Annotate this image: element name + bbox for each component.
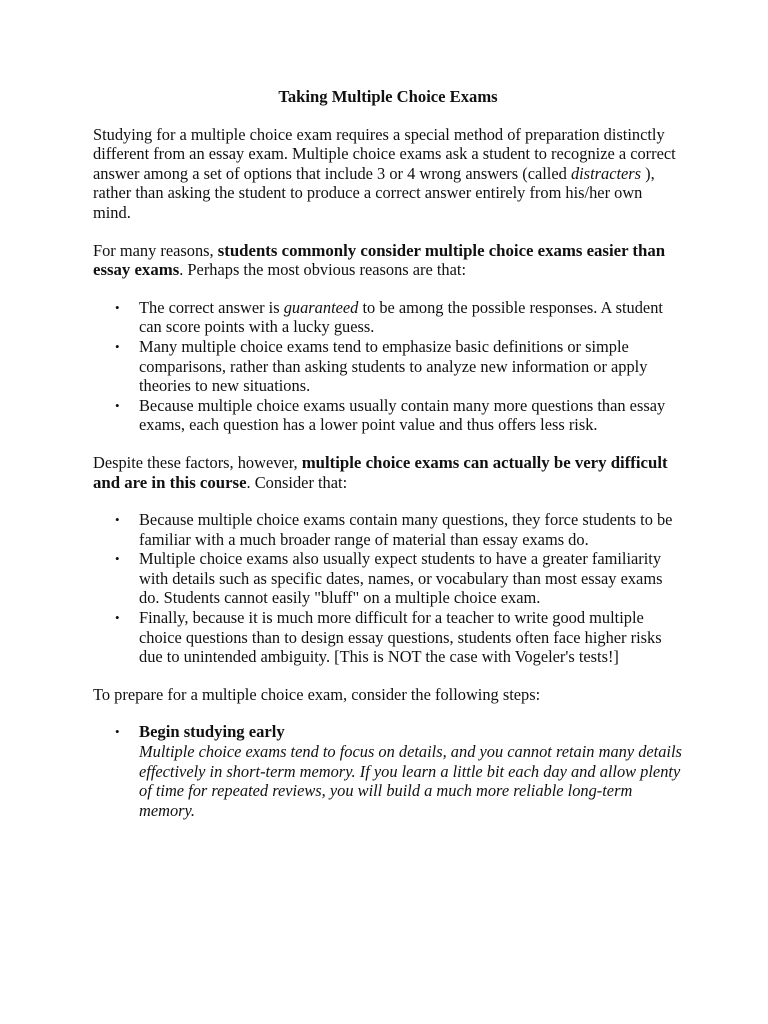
- intro-italic-term: distracters: [570, 163, 642, 183]
- list-item: • Because multiple choice exams usually contain many more questions than essay exams, each question has a lower point value and thus offers less risk.: [93, 396, 683, 435]
- list-item-text: The correct answer is: [139, 297, 284, 317]
- difficult-paragraph: [93, 453, 683, 492]
- intro-text-1: Studying for a multiple choice exam requires a special method of preparation distinctly different from an essay exam. Multiple choice exams ask a student to recognize a correct answer among a set of options that include 3 or 4 wrong answers (called: [93, 124, 676, 183]
- list-item: • Many multiple choice exams tend to emphasize basic definitions or simple comparisons, rather than asking students to analyze new information or apply theories to new situations.: [93, 337, 683, 396]
- document-page: [93, 87, 683, 838]
- list-item-italic: guaranteed: [283, 297, 359, 317]
- intro-text-2: ), rather than asking the student to produce a correct answer entirely from his/her own mind.: [93, 163, 655, 222]
- reasons-lead: For many reasons,: [93, 240, 218, 260]
- list-item: [93, 298, 683, 337]
- steps-list: [93, 722, 683, 820]
- difficult-bold: multiple choice exams can actually be very difficult and are in this course: [93, 452, 668, 492]
- list-item: • Finally, because it is much more difficult for a teacher to write good multiple choice questions than to design essay questions, students often face higher risks due to unintended ambiguity. [This is NOT the case with Vogeler's tests!]: [93, 608, 683, 667]
- difficult-tail: . Consider that:: [246, 472, 348, 492]
- easier-reasons-list: [93, 298, 683, 435]
- page-title: Taking Multiple Choice Exams: [278, 87, 498, 106]
- reasons-bold: students commonly consider multiple choice exams easier than essay exams: [93, 240, 666, 280]
- steps-intro: To prepare for a multiple choice exam, consider the following steps:: [93, 684, 541, 704]
- difficult-lead: Despite these factors, however,: [93, 452, 302, 472]
- intro-paragraph: [93, 125, 683, 223]
- step-description: Multiple choice exams tend to focus on details, and you cannot retain many details effectively in short-term memory. If you learn a little bit each day and allow plenty of time for repeated reviews, you will build a much more reliable long-term memory.: [139, 742, 682, 820]
- step-item: [93, 722, 683, 820]
- list-item: • Because multiple choice exams contain many questions, they force students to be familiar with a much broader range of material than essay exams do.: [93, 510, 683, 549]
- reasons-tail: . Perhaps the most obvious reasons are that:: [179, 260, 467, 280]
- list-item-text: to be among the possible responses. A student can score points with a lucky guess.: [139, 297, 663, 337]
- list-item: • Multiple choice exams also usually expect students to have a greater familiarity with details such as specific dates, names, or vocabulary than most essay exams do. Students cannot easily "bluff" on a multiple choice exam.: [93, 549, 683, 608]
- difficult-reasons-list: [93, 510, 683, 667]
- reasons-paragraph: [93, 241, 683, 280]
- step-title: • Begin studying early: [139, 722, 285, 742]
